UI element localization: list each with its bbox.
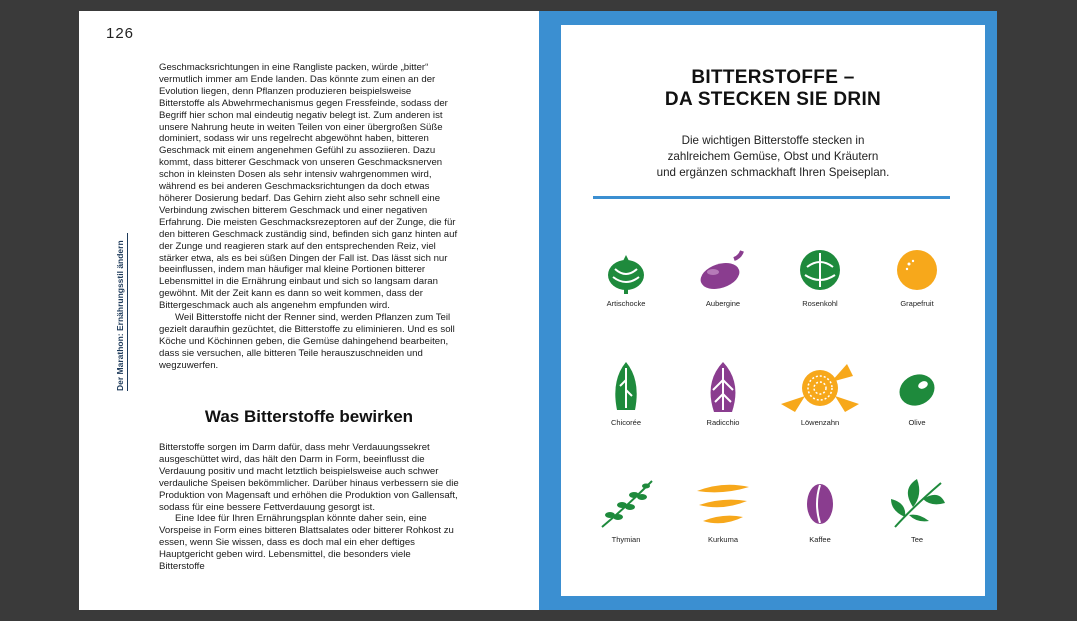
food-item <box>581 360 671 427</box>
food-item <box>872 360 962 427</box>
food-label: Grapefruit <box>900 299 934 308</box>
paragraph: Eine Idee für Ihren Ernährungsplan könnte daher sein, eine Vorspeise in Form eines bitteren Blattsalates oder bitterer Rohkost zu essen, wenn Sie wissen, dass es doch mal ein eher deftiges Hauptgericht geben wird. Lebensmittel, die besonders viele Bitterstoffe <box>159 513 454 573</box>
coffee-bean-icon <box>795 477 845 531</box>
intro-line: zahlreichem Gemüse, Obst und Kräutern <box>667 150 879 163</box>
section-heading: Was Bitterstoffe bewirken <box>204 407 414 426</box>
food-item <box>775 245 865 308</box>
food-label: Olive <box>908 418 926 427</box>
tea-icon <box>887 477 947 531</box>
food-item <box>775 360 865 427</box>
book-spread <box>79 11 997 610</box>
food-item <box>872 477 962 544</box>
food-label: Tee <box>910 535 924 544</box>
food-label: Radicchio <box>706 418 740 427</box>
food-label: Chicorée <box>610 418 641 427</box>
food-label: Kaffee <box>809 535 831 544</box>
food-item <box>872 245 962 308</box>
right-page <box>539 11 997 610</box>
dandelion-icon <box>777 360 863 414</box>
food-label: Aubergine <box>705 299 741 308</box>
food-item <box>581 245 671 308</box>
page-number: 126 <box>106 25 135 42</box>
food-label: Kurkuma <box>707 535 738 544</box>
food-item <box>775 477 865 544</box>
info-panel <box>561 25 985 596</box>
thyme-icon <box>596 477 656 531</box>
food-item <box>678 245 768 308</box>
food-item <box>581 477 671 544</box>
body-text-top <box>159 62 459 372</box>
food-label: Artischocke <box>606 299 646 308</box>
divider-rule <box>593 196 950 199</box>
paragraph: Weil Bitterstoffe nicht der Renner sind, werden Pflanzen zum Teil gezielt daraufhin gezüchtet, die Bitterstoffe zu eliminieren. Und es soll Köche und Köchinnen geben, die Gemüse dahingehend bearbeiten, dass sie versuchen, alle bitteren Teile herauszuschneiden und wegzuwerfen. <box>159 312 455 371</box>
panel-title-line: BITTERSTOFFE – <box>691 67 855 88</box>
intro-line: und ergänzen schmackhaft Ihren Speiseplan. <box>656 166 890 179</box>
food-item <box>678 477 768 544</box>
food-item <box>678 360 768 427</box>
chicory-icon <box>601 360 651 414</box>
paragraph: Bitterstoffe sorgen im Darm dafür, dass mehr Verdauungssekret ausgeschüttet wird, das hält den Darm in Form, beeinflusst die Verdauung positiv und macht letztlich beispielsweise auch schwer verdauliche Speisen bekömmlicher. Darüber hinaus verbessern sie die Produktion von Magensaft und erhöhen die Produktion von Gallensaft, sodass für eine bessere Fettverdauung gesorgt ist. <box>159 442 459 513</box>
body-text-bottom <box>159 442 459 573</box>
artichoke-icon <box>601 245 651 295</box>
side-rule <box>127 233 128 391</box>
chapter-side-label: Der Marathon: Ernährungsstil ändern <box>115 240 125 391</box>
paragraph: Geschmacksrichtungen in eine Rangliste packen, würde „bitter“ vermutlich immer am Ende landen. Das könnte zum einen an der Evolution liegen, denn Pflanzen produzieren beispielsweise Bitterstoffe als Abwehrmechanismus gegen Fressfeinde, sodass der Begriff hier schon mal eindeutig negativ belegt ist. Zum anderen ist unsere Nahrung heute in weiten Teilen von einer übergroßen Süße dominiert, sodass wir uns regelrecht abgewöhnt haben, bitteren Geschmack mit einem angenehmen Gefühl zu assoziieren. Dazu kommt, dass bitterer Geschmack von unseren Geschmacksnerven schon in kleinsten Dosen als sehr intensiv wahrgenommen wird, während es bei anderen Geschmacksrichtungen da doch etwas höherer Dosierung bedarf. Das Gehirn zieht also sehr schnell eine Verbindung zwischen bitterem Geschmack und einer negativen Erfahrung. Die meisten Geschmacksrezeptoren auf der Zunge, die für den bitteren Geschmack zuständig sind, befinden sich ganz hinten auf der Zunge und reagieren stark auf den entsprechenden Reiz, viel stärker etwa, als es bei süßen Dingen der Fall ist. Das lässt sich nur beeinflussen, indem man häufiger mal kleine Portionen bitterer Lebensmittel in die Ernährung einbaut und sich so langsam daran gewöhnt. Mit der Zeit kann es dann so weit kommen, dass der Bittergeschmack auch als angenehm empfunden wird. <box>159 62 458 312</box>
radicchio-icon <box>698 360 748 414</box>
food-label: Löwenzahn <box>800 418 840 427</box>
eggplant-icon <box>698 245 748 295</box>
intro-line: Die wichtigen Bitterstoffe stecken in <box>681 134 865 147</box>
food-label: Thymian <box>611 535 641 544</box>
olive-icon <box>892 360 942 414</box>
panel-title-line: DA STECKEN SIE DRIN <box>664 89 882 110</box>
turmeric-icon <box>693 477 753 531</box>
grapefruit-icon <box>892 245 942 295</box>
brussels-sprouts-icon <box>795 245 845 295</box>
food-label: Rosenkohl <box>802 299 838 308</box>
left-page <box>79 11 539 610</box>
panel-intro <box>601 133 945 181</box>
panel-title <box>561 67 985 111</box>
